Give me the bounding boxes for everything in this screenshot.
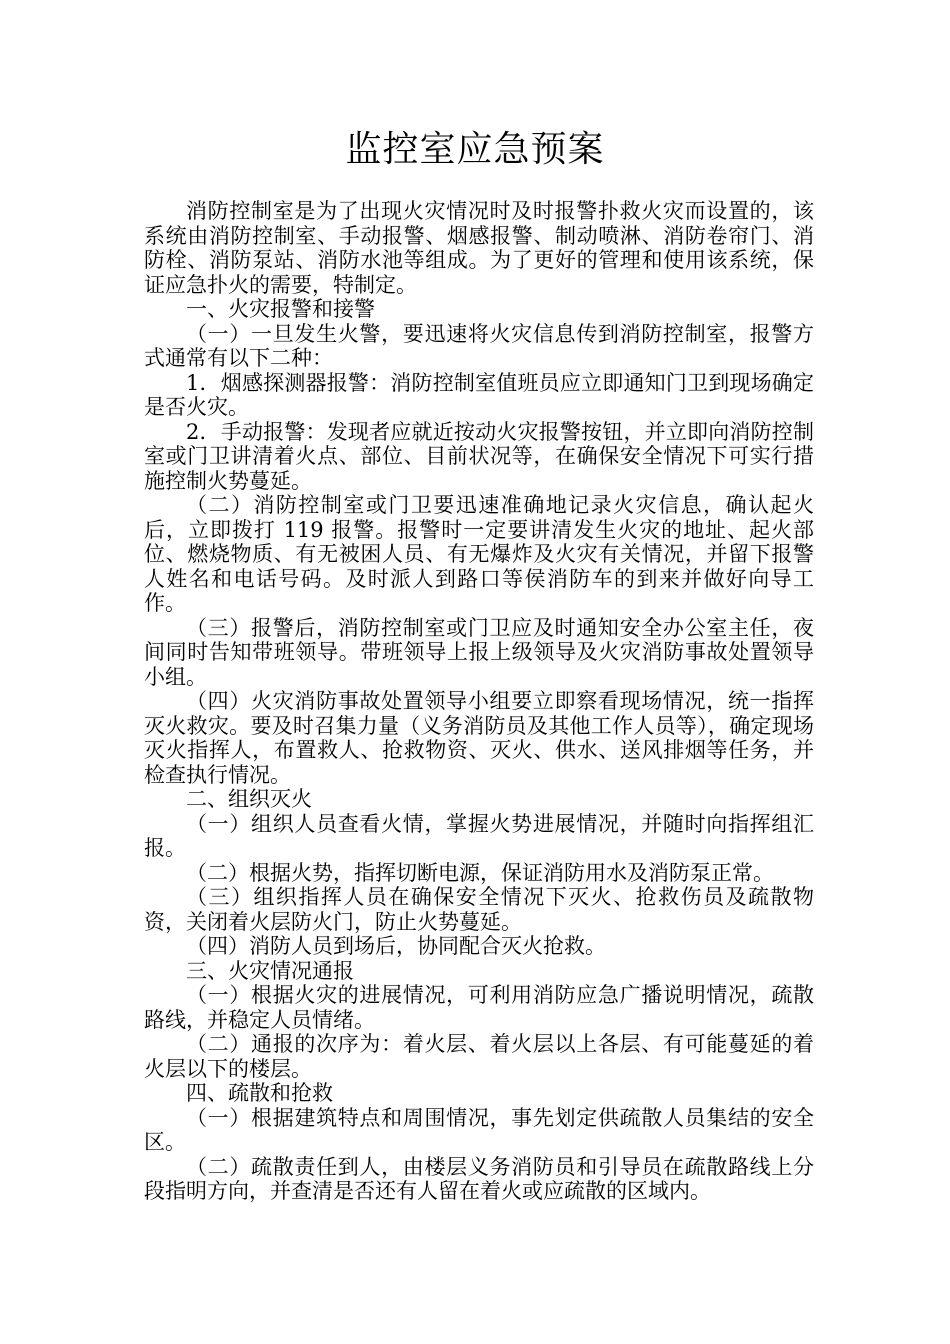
paragraph: （二）消防控制室或门卫要迅速准确地记录火灾信息，确认起火后，立即拨打 119 报警。报警时一定要讲清发生火灾的地址、起火部位、燃烧物质、有无被困人员、有无爆炸及火灾有关情况，并留下报警人姓名和电话号码。及时派人到路口等侯消防车的到来并做好向导工作。 <box>144 493 814 615</box>
section-heading-3: 三、火灾情况通报 <box>186 958 354 983</box>
paragraph: （二）根据火势，指挥切断电源，保证消防用水及消防泵正常。 <box>186 860 774 885</box>
paragraph: 2．手动报警：发现者应就近按动火灾报警按钮，并立即向消防控制室或门卫讲清着火点、部位、目前状况等，在确保安全情况下可实行措施控制火势蔓延。 <box>144 419 814 493</box>
paragraph: （一）根据建筑特点和周围情况，事先划定供疏散人员集结的安全区。 <box>144 1105 814 1154</box>
paragraph: （二）通报的次序为：着火层、着火层以上各层、有可能蔓延的着火层以下的楼层。 <box>144 1032 814 1081</box>
section-heading-4: 四、疏散和抢救 <box>186 1081 333 1105</box>
paragraph: （二）疏散责任到人，由楼层义务消防员和引导员在疏散路线上分段指明方向，并查清是否还有人留在着火或应疏散的区域内。 <box>144 1154 814 1203</box>
paragraph: 1．烟感探测器报警：消防控制室值班员应立即通知门卫到现场确定是否火灾。 <box>144 370 814 419</box>
paragraph: （一）组织人员查看火情，掌握火势进展情况，并随时向指挥组汇报。 <box>144 811 814 860</box>
section-heading-1: 一、火灾报警和接警 <box>186 297 375 321</box>
paragraph: （三）组织指挥人员在确保安全情况下灭火、抢救伤员及疏散物资，关闭着火层防火门，防止火势蔓延。 <box>144 885 814 934</box>
document-title: 监控室应急预案 <box>345 129 605 170</box>
paragraph: （四）火灾消防事故处置领导小组要立即察看现场情况，统一指挥灭火救灾。要及时召集力量（义务消防员及其他工作人员等），确定现场灭火指挥人，布置救人、抢救物资、灭火、供水、送风排烟等任务，并检查执行情况。 <box>144 689 814 787</box>
paragraph: （一）一旦发生火警，要迅速将火灾信息传到消防控制室，报警方式通常有以下二种： <box>144 321 814 370</box>
paragraph: （四）消防人员到场后，协同配合灭火抢救。 <box>186 934 606 958</box>
intro-paragraph: 消防控制室是为了出现火灾情况时及时报警扑救火灾而设置的，该系统由消防控制室、手动报警、烟感报警、制动喷淋、消防卷帘门、消防栓、消防泵站、消防水池等组成。为了更好的管理和使用该系统，保证应急扑火的需要，特制定。 <box>144 199 814 297</box>
document-body <box>144 199 814 1204</box>
section-heading-2: 二、组织灭火 <box>186 787 312 811</box>
paragraph: （三）报警后，消防控制室或门卫应及时通知安全办公室主任，夜间同时告知带班领导。带班领导上报上级领导及火灾消防事故处置领导小组。 <box>144 615 814 689</box>
paragraph: （一）根据火灾的进展情况，可利用消防应急广播说明情况，疏散路线，并稳定人员情绪。 <box>144 983 814 1032</box>
